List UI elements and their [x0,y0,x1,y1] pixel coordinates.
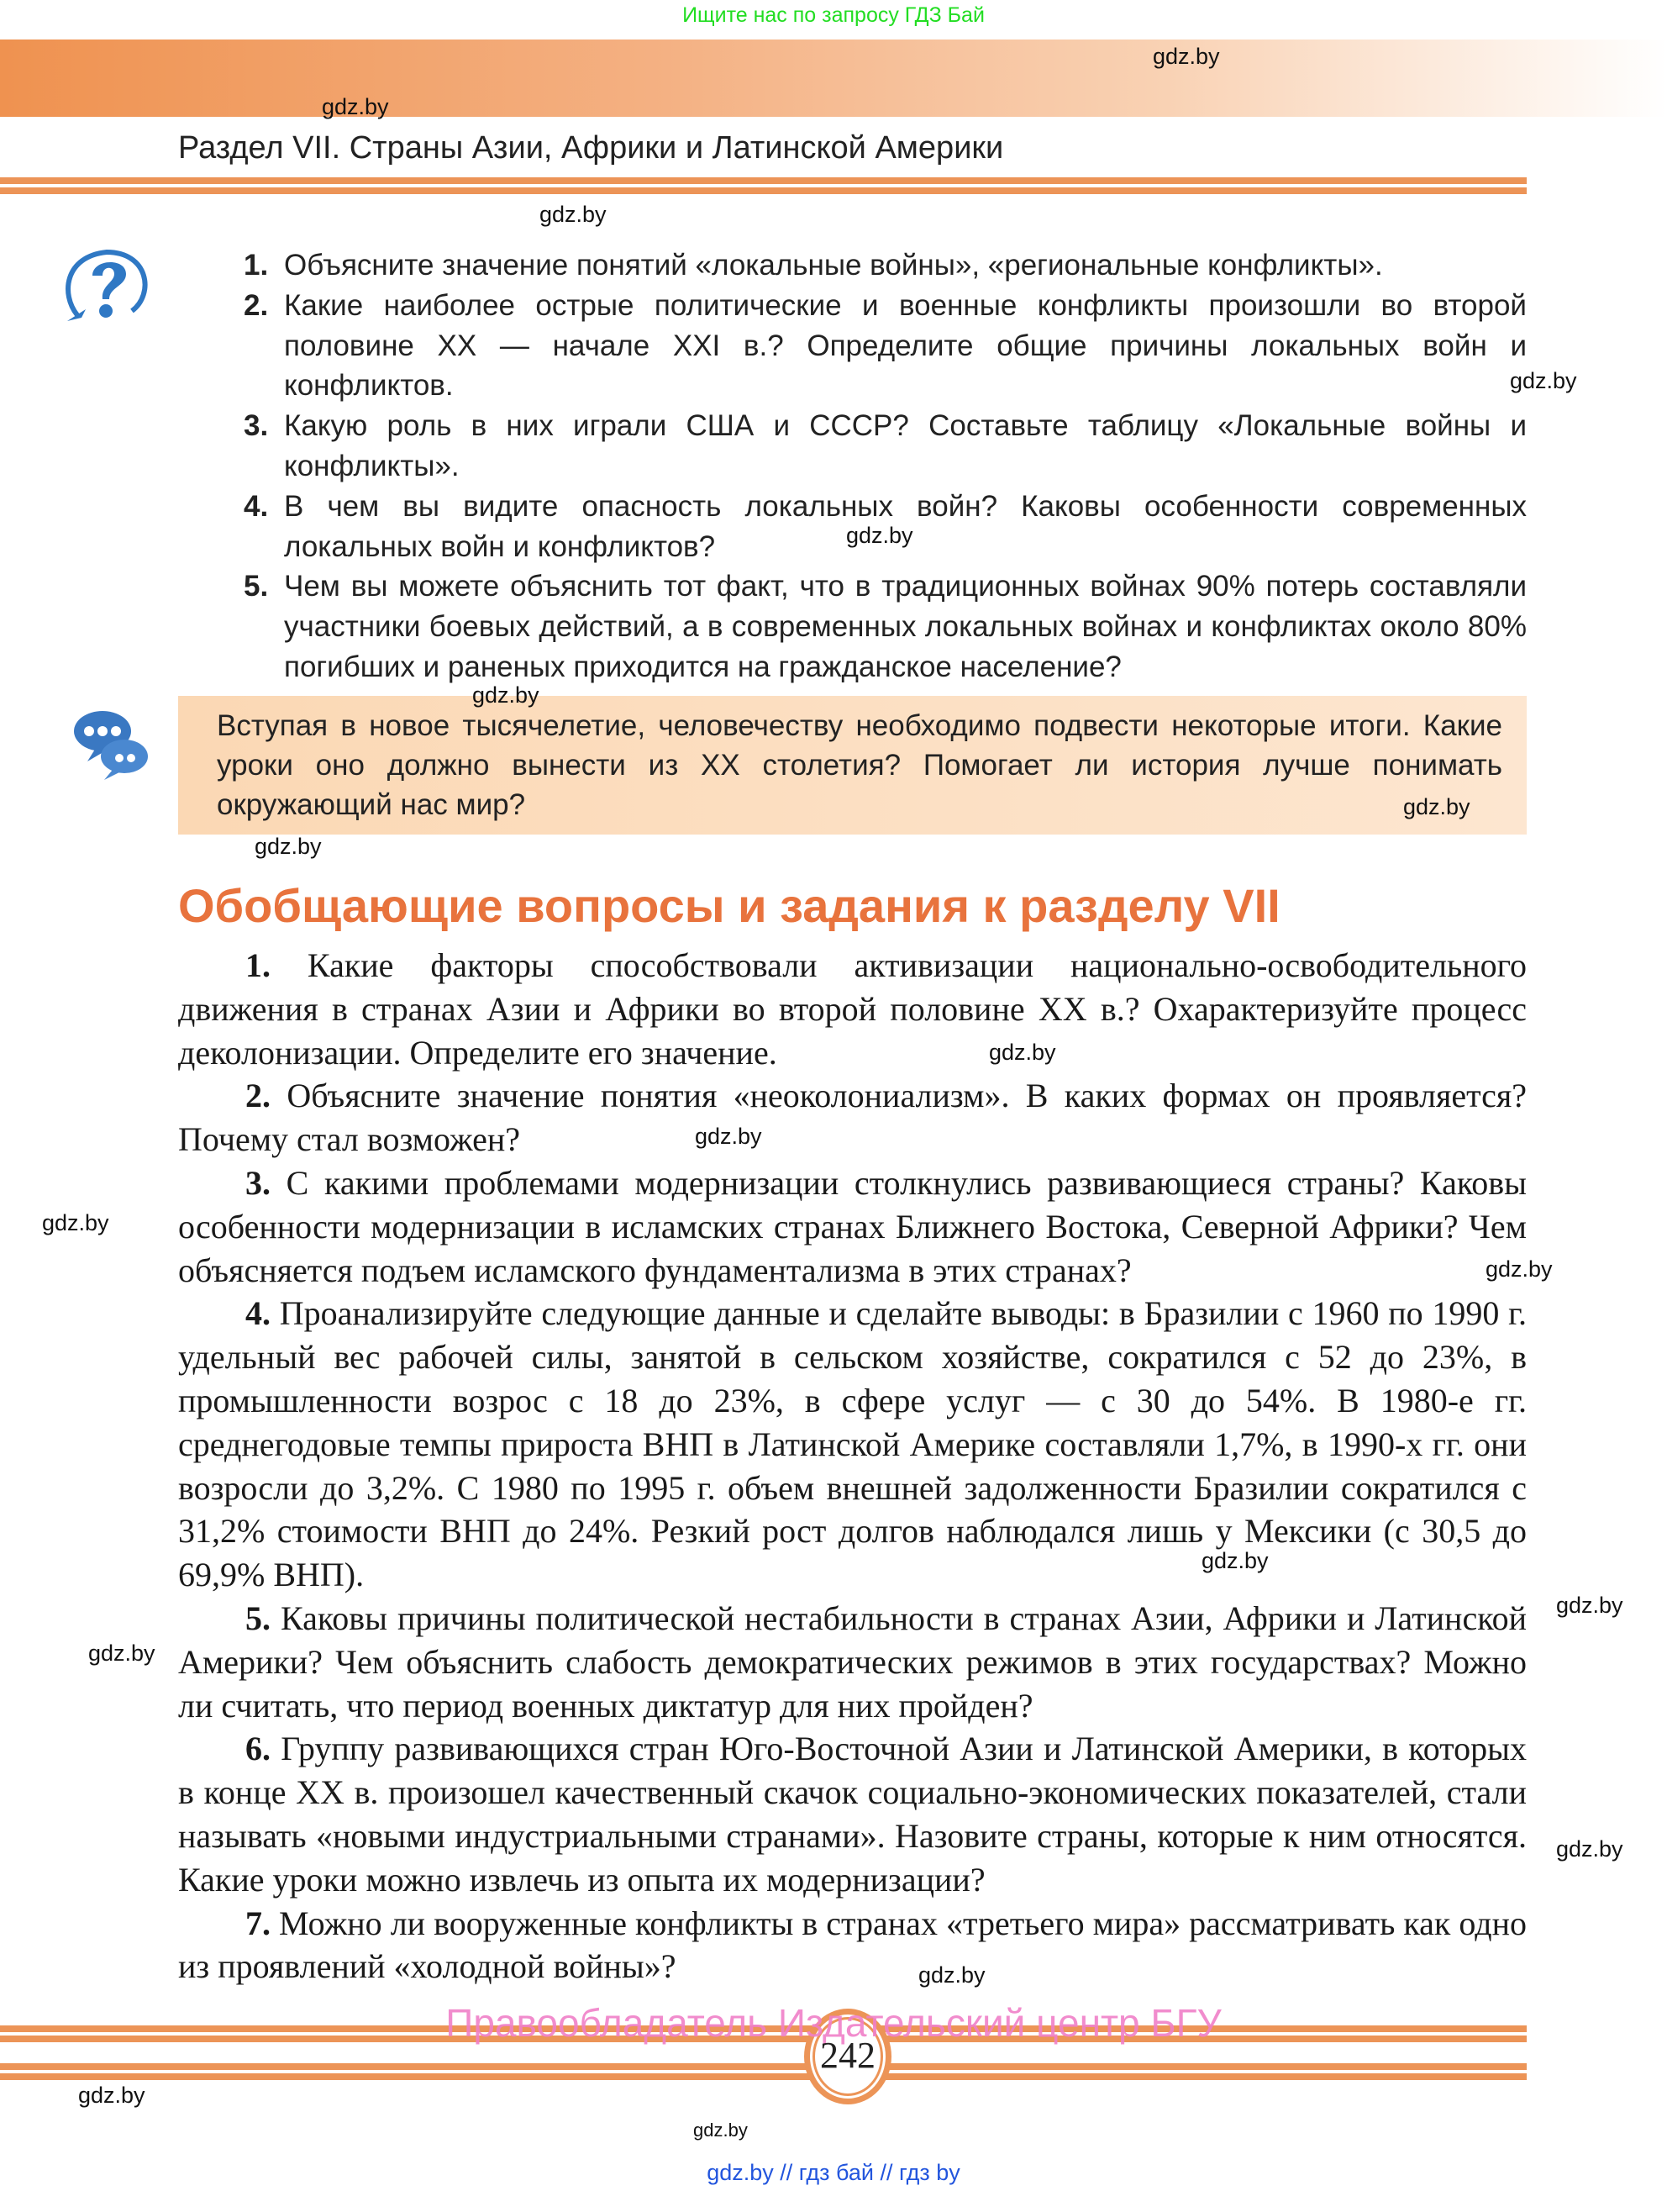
task-item [178,944,1527,1074]
question-number: 4. [244,489,269,523]
footer-links[interactable]: gdz.by // гдз бай // гдз by [707,2160,960,2185]
summary-heading: Обобщающие вопросы и задания к разделу VII [178,879,1280,932]
divider [0,177,1527,184]
tasks-list [178,944,1527,1988]
question-item [244,286,1527,406]
task-number: 2. [245,1077,271,1115]
header-band [0,40,1667,117]
watermark: gdz.by [88,1641,155,1666]
watermark: gdz.by [693,2120,748,2141]
discussion-icon [71,706,151,782]
watermark: gdz.by [1556,1593,1623,1618]
task-item [178,1074,1527,1161]
question-text: Объясните значение понятий «локальные войны», «региональные конфликты». [284,249,1383,282]
task-number: 3. [245,1163,271,1202]
discussion-text: Вступая в новое тысячелетие, человечеству необходимо подвести некоторые итоги. Какие уроки оно должно вынести из XX столетия? Помогает ли история лучше понимать окружающий нас мир? [217,709,1502,821]
footer-divider [0,2063,1527,2070]
copyright-notice: Правообладатель Издательский центр БГУ [445,2001,1222,2045]
watermark: gdz.by [42,1210,109,1235]
task-number: 1. [245,946,271,984]
question-item [244,406,1527,487]
question-text: В чем вы видите опасность локальных войн? Каковы особенности современных локальных войн и конфликтов? [284,489,1527,563]
footer-divider [0,2073,1527,2080]
question-item [244,566,1527,687]
question-number: 5. [244,570,269,603]
question-text: Чем вы можете объяснить тот факт, что в традиционных войнах 90% потерь составляли участники боевых действий, а в современных локальных войнах и конфликтах около 80% погибших и раненых приходится на гражданское население? [284,570,1527,683]
task-text: Какие факторы способствовали активизации национально-освободительного движения в странах Азии и Африки во второй половине XX в.? Охарактеризуйте процесс деколонизации. Определите его значение. [178,946,1528,1072]
watermark: gdz.by [78,2083,145,2108]
question-text: Какие наиболее острые политические и военные конфликты произошли во второй половине XX — начале XXI в.? Определите общие причины локальных войн и конфликтов. [284,288,1527,403]
questions-list [244,245,1527,687]
watermark: gdz.by [539,202,607,227]
task-item [178,1597,1527,1727]
task-text: Объясните значение понятия «неоколониализм». В каких формах он проявляется? Почему стал возможен? [178,1077,1528,1159]
search-banner: Ищите нас по запросу ГДЗ Бай [682,3,985,27]
question-number: 1. [244,249,269,282]
watermark: gdz.by [1510,368,1577,393]
task-number: 5. [245,1598,271,1637]
watermark: gdz.by [255,834,322,859]
watermark: gdz.by [472,682,539,708]
watermark: gdz.by [1486,1256,1553,1282]
task-number: 6. [245,1730,271,1768]
task-number: 4. [245,1294,271,1333]
question-text: Какую роль в них играли США и СССР? Составьте таблицу «Локальные войны и конфликты». [284,409,1527,482]
question-number: 3. [244,409,269,443]
task-item [178,1902,1527,1989]
page-number: 242 [820,2035,876,2076]
question-icon [60,244,153,328]
watermark: gdz.by [918,1962,986,1988]
task-item [178,1161,1527,1292]
question-number: 2. [244,288,269,322]
watermark: gdz.by [695,1124,762,1149]
task-item [178,1727,1527,1901]
watermark: gdz.by [846,523,913,548]
task-text: Проанализируйте следующие данные и сделайте выводы: в Бразилии с 1960 по 1990 г. удельный вес рабочей силы, занятой в сельском хозяйстве, сократился с 52 до 23%, в промышленности возрос с 18 до 23%, в сфере услуг — с 30 до 54%. В 1980-е гг. среднегодовые темпы прироста ВНП в Латинской Америке составляли 1,7%, в 1990-х гг. они возросли до 3,2%. С 1980 по 1995 г. объем внешней задолженности Бразилии сократился с 31,2% стоимости ВНП до 24%. Резкий рост долгов наблюдался лишь у Мексики (с 30,5 до 69,9% ВНП). [178,1294,1528,1594]
task-item [178,1292,1527,1597]
task-text: Группу развивающихся стран Юго-Восточной Азии и Латинской Америки, в которых в конце XX в. произошел качественный скачок социально-экономических показателей, стали называть «новыми индустриальными странами». Назовите страны, которые к ним относятся. Какие уроки можно извлечь из опыта их модернизации? [178,1730,1527,1899]
watermark: gdz.by [1202,1548,1269,1573]
divider [0,187,1527,194]
watermark: gdz.by [989,1040,1056,1065]
task-text: С какими проблемами модернизации столкнулись развивающиеся страны? Каковы особенности модернизации в исламских странах Ближнего Востока, Северной Африки? Чем объясняется подъем исламского фундаментализма в этих странах? [178,1163,1528,1289]
watermark: gdz.by [322,94,389,119]
watermark: gdz.by [1153,44,1220,69]
task-number: 7. [245,1904,271,1942]
task-text: Можно ли вооруженные конфликты в странах «третьего мира» рассматривать как одно из проявлений «холодной войны»? [178,1904,1528,1986]
watermark: gdz.by [1556,1836,1623,1862]
watermark: gdz.by [1403,794,1470,819]
section-title: Раздел VII. Страны Азии, Африки и Латинской Америки [178,130,1004,166]
question-item [244,245,1527,286]
task-text: Каковы причины политической нестабильности в странах Азии, Африки и Латинской Америки? Чем объяснить слабость демократических режимов в этих государствах? Можно ли считать, что период военных диктатур для них пройден? [178,1598,1528,1725]
